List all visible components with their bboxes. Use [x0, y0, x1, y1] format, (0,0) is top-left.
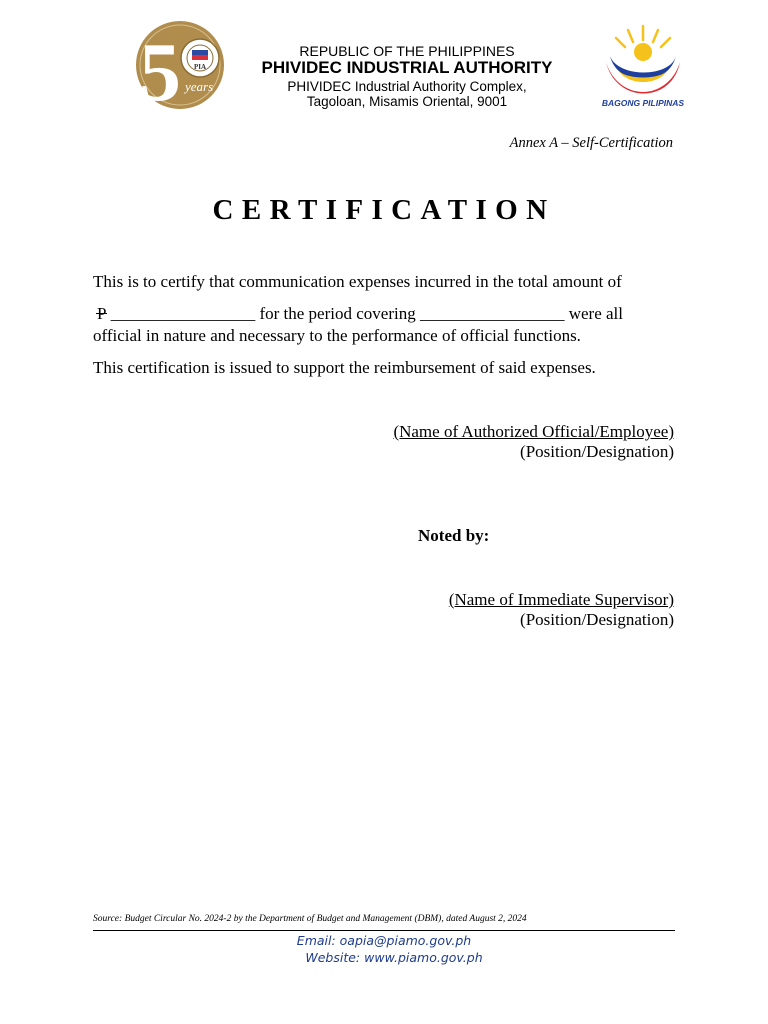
signatory-position: (Position/Designation) [520, 442, 674, 461]
body-line-3: official in nature and necessary to the performance of official functions. [93, 326, 581, 345]
logo-numeral: 5 [139, 26, 181, 110]
bagong-pilipinas-text: BAGONG PILIPINAS [601, 98, 685, 108]
body-line-4: This certification is issued to support the reimbursement of said expenses. [93, 358, 596, 377]
footer-website[interactable]: Website: www.piamo.gov.ph [305, 950, 483, 965]
body-line-1: This is to certify that communication expenses incurred in the total amount of [93, 272, 622, 291]
peso-sign: P [97, 304, 107, 323]
logo-years-text: years [185, 79, 214, 94]
pia-50-years-logo [133, 20, 227, 110]
period-blank: _________________ [419, 304, 565, 323]
period-label: for the period covering [259, 304, 416, 323]
amount-blank: _________________ [110, 304, 256, 323]
header-authority: PHIVIDEC INDUSTRIAL AUTHORITY [261, 58, 553, 77]
noted-by-label: Noted by: [418, 526, 490, 545]
header-address-line2: Tagoloan, Misamis Oriental, 9001 [306, 94, 508, 109]
annex-label: Annex A – Self-Certification [509, 135, 673, 151]
header-republic: REPUBLIC OF THE PHILIPPINES [299, 43, 515, 59]
logo-emblem-text: PIA [193, 63, 207, 71]
header-address-line1: PHIVIDEC Industrial Authority Complex, [287, 79, 527, 94]
body-line-2-end: were all [568, 304, 623, 323]
footer-source: Source: Budget Circular No. 2024-2 by the Department of Budget and Management (DBM), dated August 2, 2024 [93, 914, 527, 924]
footer-email[interactable]: Email: oapia@piamo.gov.ph [296, 933, 472, 948]
bagong-pilipinas-logo [588, 18, 698, 118]
body-line-2 [93, 303, 683, 325]
supervisor-position: (Position/Designation) [520, 610, 674, 629]
document-title: CERTIFICATION [212, 194, 556, 226]
supervisor-name: (Name of Immediate Supervisor) [448, 590, 674, 609]
signatory-name: (Name of Authorized Official/Employee) [393, 422, 674, 441]
footer-divider [93, 930, 675, 931]
